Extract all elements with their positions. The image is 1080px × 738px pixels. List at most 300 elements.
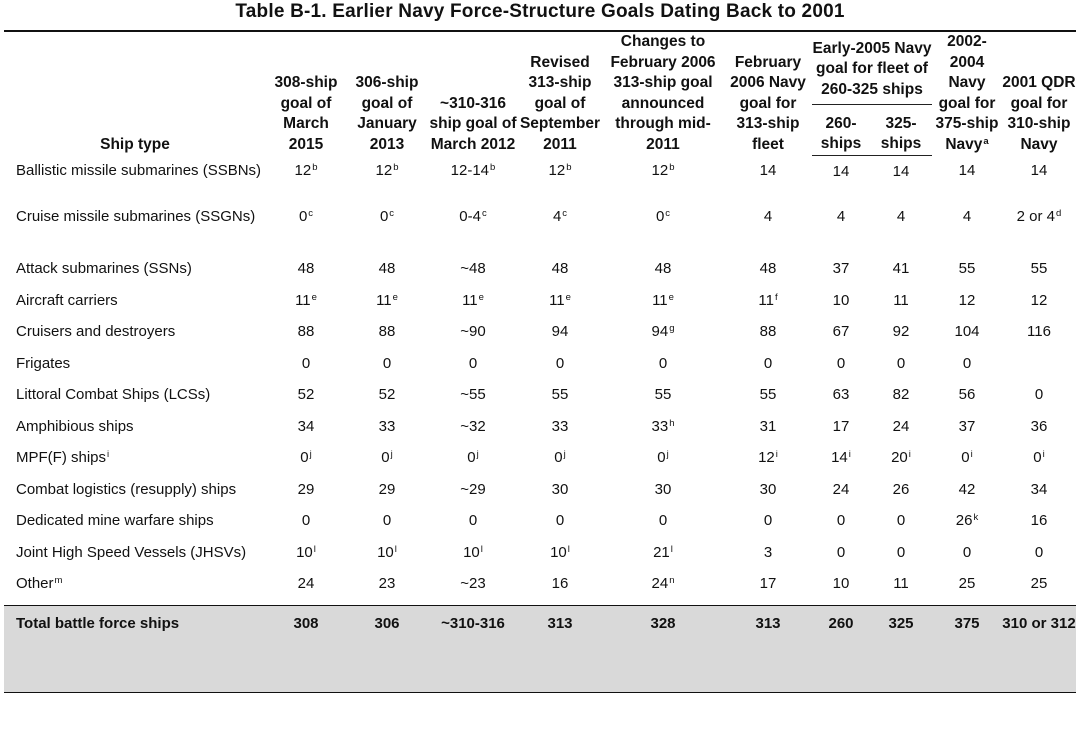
value-cell bbox=[870, 448, 932, 480]
value-cell bbox=[428, 385, 518, 417]
cell-value: 11 bbox=[893, 291, 909, 309]
cell-value: 0 bbox=[836, 354, 846, 372]
value-cell bbox=[812, 543, 870, 575]
cell-value: 11 bbox=[376, 291, 392, 309]
cell-value: 12 bbox=[1030, 291, 1048, 309]
footnote-marker: l bbox=[313, 543, 316, 555]
value-cell bbox=[428, 155, 518, 207]
cell-value: 0 bbox=[382, 512, 392, 529]
cell-value: 55 bbox=[1030, 260, 1048, 277]
cell-value: 0 bbox=[1034, 543, 1044, 561]
cell-value: 0 bbox=[763, 512, 773, 529]
cell-value: 0 bbox=[300, 449, 309, 466]
cell-value: 94 bbox=[651, 323, 669, 340]
value-cell bbox=[428, 354, 518, 386]
table-row bbox=[4, 291, 1076, 323]
value-cell bbox=[518, 574, 602, 606]
footnote-marker: e bbox=[392, 291, 398, 303]
cell-value: 24 bbox=[297, 575, 315, 592]
value-cell bbox=[266, 291, 346, 323]
total-value: 375 bbox=[932, 606, 1002, 693]
cell-value: 0 bbox=[836, 543, 846, 561]
value-cell bbox=[266, 511, 346, 543]
cell-value: 92 bbox=[892, 323, 910, 340]
cell-value: 0 bbox=[1034, 386, 1044, 403]
footnote-marker: l bbox=[670, 543, 673, 555]
cell-value: 25 bbox=[958, 575, 976, 592]
header-2002-2004-goal: 2002-2004 Navy goal for 375-ship Navy$^a$ bbox=[932, 31, 1002, 155]
header-early-2005-goal: Early-2005 Navy goal for fleet of 260-325 ships bbox=[812, 31, 932, 105]
cell-value: 0 bbox=[301, 512, 311, 529]
ship-type-label: Cruisers and destroyers bbox=[16, 323, 176, 340]
value-cell bbox=[932, 207, 1002, 259]
value-cell bbox=[724, 480, 812, 512]
value-cell bbox=[1002, 385, 1076, 417]
ship-type-label: Cruise missile submarines (SSGNs) bbox=[16, 208, 256, 225]
header-325-ships: 325-ships bbox=[870, 105, 932, 155]
cell-value: 10 bbox=[550, 543, 567, 561]
total-value: 308 bbox=[266, 606, 346, 693]
cell-value: 0 bbox=[1033, 449, 1042, 466]
value-cell bbox=[932, 417, 1002, 449]
value-cell bbox=[266, 322, 346, 354]
header-260-ships: 260-ships bbox=[812, 105, 870, 155]
footnote-marker: b bbox=[669, 162, 675, 173]
cell-value: 11 bbox=[549, 291, 565, 309]
value-cell bbox=[812, 417, 870, 449]
value-cell bbox=[346, 259, 428, 291]
cell-value: 48 bbox=[654, 260, 672, 277]
value-cell bbox=[602, 480, 724, 512]
footnote-marker: c bbox=[562, 208, 568, 219]
cell-value: 52 bbox=[378, 386, 396, 403]
value-cell bbox=[812, 259, 870, 291]
total-value: 310 or 312 bbox=[1002, 606, 1076, 693]
value-cell bbox=[1002, 155, 1076, 207]
cell-value: 0 bbox=[763, 354, 773, 372]
footnote-marker: j bbox=[476, 449, 479, 460]
cell-value: 4 bbox=[552, 208, 562, 225]
value-cell bbox=[602, 155, 724, 207]
value-cell bbox=[932, 155, 1002, 207]
cell-value: 29 bbox=[378, 480, 396, 498]
footnote-marker: c bbox=[389, 208, 395, 219]
value-cell bbox=[428, 480, 518, 512]
value-cell bbox=[870, 574, 932, 606]
cell-value: 0 bbox=[554, 449, 563, 466]
value-cell bbox=[812, 207, 870, 259]
cell-value: 67 bbox=[832, 323, 850, 340]
ship-type-cell bbox=[4, 354, 266, 386]
table-title: Table B-1. Earlier Navy Force-Structure Goals Dating Back to 2001 bbox=[235, 1, 845, 22]
value-cell bbox=[870, 385, 932, 417]
value-cell bbox=[724, 511, 812, 543]
total-value: 325 bbox=[870, 606, 932, 693]
value-cell bbox=[932, 511, 1002, 543]
value-cell bbox=[602, 322, 724, 354]
value-cell bbox=[518, 155, 602, 207]
cell-value: 14 bbox=[892, 162, 910, 180]
value-cell bbox=[602, 574, 724, 606]
cell-value: ~32 bbox=[460, 417, 486, 435]
value-cell bbox=[518, 385, 602, 417]
header-changes-2006-goal: Changes to February 2006 313-ship goal announced through mid-2011 bbox=[602, 31, 724, 155]
ship-type-label: Other bbox=[16, 575, 54, 592]
value-cell bbox=[602, 259, 724, 291]
value-cell bbox=[266, 155, 346, 207]
value-cell bbox=[812, 354, 870, 386]
footnote-marker: b bbox=[566, 162, 572, 173]
cell-value: 4 bbox=[896, 208, 906, 225]
value-cell bbox=[724, 354, 812, 386]
cell-value: ~23 bbox=[460, 575, 486, 592]
cell-value: 24 bbox=[892, 417, 910, 435]
value-cell bbox=[518, 543, 602, 575]
cell-value: 0 bbox=[896, 512, 906, 529]
total-value: 313 bbox=[518, 606, 602, 693]
value-cell bbox=[428, 322, 518, 354]
value-cell bbox=[1002, 511, 1076, 543]
cell-value: 55 bbox=[551, 386, 569, 403]
footnote-marker: j bbox=[309, 449, 312, 460]
cell-value: 48 bbox=[759, 260, 777, 277]
value-cell bbox=[346, 448, 428, 480]
ship-type-cell bbox=[4, 511, 266, 543]
cell-value: 55 bbox=[958, 260, 976, 277]
header-308-goal: 308-ship goal of March 2015 bbox=[266, 31, 346, 155]
value-cell bbox=[602, 291, 724, 323]
value-cell bbox=[346, 574, 428, 606]
cell-value: 0 bbox=[555, 512, 565, 529]
total-value: 313 bbox=[724, 606, 812, 693]
footnote-marker: b bbox=[393, 162, 399, 173]
value-cell bbox=[266, 417, 346, 449]
header-2001-qdr-goal: 2001 QDR goal for 310-ship Navy bbox=[1002, 31, 1076, 155]
total-value: 306 bbox=[346, 606, 428, 693]
cell-value: 4 bbox=[763, 208, 773, 225]
value-cell bbox=[812, 322, 870, 354]
value-cell bbox=[1002, 291, 1076, 323]
table-row bbox=[4, 574, 1076, 606]
cell-value: 0 bbox=[658, 512, 668, 529]
footnote-marker: d bbox=[1056, 208, 1062, 219]
value-cell bbox=[932, 574, 1002, 606]
footnote-marker: n bbox=[669, 575, 675, 586]
cell-value: 34 bbox=[297, 417, 315, 435]
cell-value: 88 bbox=[297, 323, 315, 340]
cell-value: 11 bbox=[652, 291, 668, 309]
cell-value: 14 bbox=[831, 449, 848, 466]
value-cell bbox=[518, 291, 602, 323]
table-row bbox=[4, 385, 1076, 417]
cell-value: 10 bbox=[377, 543, 394, 561]
cell-value: 31 bbox=[759, 417, 777, 435]
cell-value: 0 bbox=[467, 449, 476, 466]
cell-value: 12 bbox=[651, 162, 669, 179]
force-structure-table bbox=[4, 30, 1076, 693]
footnote-marker: i bbox=[775, 449, 778, 460]
value-cell bbox=[602, 385, 724, 417]
ship-type-label: MPF(F) ships bbox=[16, 449, 106, 466]
value-cell bbox=[266, 448, 346, 480]
cell-value: 56 bbox=[958, 386, 976, 403]
footnote-marker: b bbox=[312, 162, 318, 173]
table-row bbox=[4, 448, 1076, 480]
value-cell bbox=[932, 291, 1002, 323]
total-value: ~310-316 bbox=[428, 606, 518, 693]
value-cell bbox=[518, 259, 602, 291]
value-cell bbox=[1002, 480, 1076, 512]
cell-value: 41 bbox=[892, 260, 910, 277]
cell-value: 94 bbox=[551, 323, 569, 340]
footnote-marker: e bbox=[478, 291, 484, 303]
footnote-marker: h bbox=[669, 417, 675, 429]
cell-value: 48 bbox=[551, 260, 569, 277]
value-cell bbox=[724, 155, 812, 207]
value-cell bbox=[266, 259, 346, 291]
value-cell bbox=[1002, 417, 1076, 449]
ship-type-cell bbox=[4, 543, 266, 575]
value-cell bbox=[346, 417, 428, 449]
cell-value: 14 bbox=[958, 162, 976, 179]
header-revised-313-goal: Revised 313-ship goal of September 2011 bbox=[518, 31, 602, 155]
cell-value: 0 bbox=[836, 512, 846, 529]
value-cell bbox=[428, 207, 518, 259]
ship-type-label: Littoral Combat Ships (LCSs) bbox=[16, 386, 211, 403]
cell-value: 10 bbox=[832, 291, 850, 309]
cell-value: 16 bbox=[551, 575, 569, 592]
value-cell bbox=[812, 448, 870, 480]
value-cell bbox=[812, 291, 870, 323]
ship-type-label: Frigates bbox=[16, 354, 71, 372]
total-label: Total battle force ships bbox=[4, 606, 266, 693]
value-cell bbox=[1002, 448, 1076, 480]
value-cell bbox=[724, 448, 812, 480]
cell-value: 63 bbox=[832, 386, 850, 403]
ship-type-label: Dedicated mine warfare ships bbox=[16, 512, 214, 529]
cell-value: 11 bbox=[758, 291, 774, 309]
cell-value: 30 bbox=[759, 480, 777, 498]
cell-value: 82 bbox=[892, 386, 910, 403]
footnote-marker: e bbox=[668, 291, 674, 303]
value-cell bbox=[932, 480, 1002, 512]
table-row bbox=[4, 480, 1076, 512]
cell-value: 26 bbox=[892, 480, 910, 498]
cell-value: ~48 bbox=[460, 260, 486, 277]
value-cell bbox=[870, 291, 932, 323]
cell-value: 12 bbox=[548, 162, 566, 179]
cell-value: 3 bbox=[763, 543, 773, 561]
value-cell bbox=[428, 543, 518, 575]
cell-value: 23 bbox=[378, 575, 396, 592]
footnote-marker: f bbox=[774, 291, 778, 303]
ship-type-label: Attack submarines (SSNs) bbox=[16, 260, 192, 277]
cell-value: 12 bbox=[294, 162, 312, 179]
cell-value: 0 bbox=[657, 449, 666, 466]
cell-value: 11 bbox=[893, 575, 909, 592]
value-cell bbox=[346, 480, 428, 512]
value-cell bbox=[870, 354, 932, 386]
ship-type-cell bbox=[4, 291, 266, 323]
cell-value: 48 bbox=[297, 260, 315, 277]
ship-type-label: Combat logistics (resupply) ships bbox=[16, 480, 237, 498]
ship-type-cell bbox=[4, 259, 266, 291]
table-row bbox=[4, 543, 1076, 575]
header-310-316-goal: ~310-316 ship goal of March 2012 bbox=[428, 31, 518, 155]
value-cell bbox=[932, 448, 1002, 480]
value-cell bbox=[724, 259, 812, 291]
cell-value: ~90 bbox=[460, 323, 486, 340]
value-cell bbox=[346, 354, 428, 386]
cell-value: 26 bbox=[955, 512, 973, 529]
cell-value: 4 bbox=[836, 208, 846, 225]
footnote-marker: i bbox=[848, 449, 851, 460]
cell-value: 33 bbox=[551, 417, 569, 435]
footnote-marker: l bbox=[394, 543, 397, 555]
cell-value: 0 bbox=[961, 449, 970, 466]
ship-type-cell bbox=[4, 417, 266, 449]
ship-type-label: Joint High Speed Vessels (JHSVs) bbox=[16, 543, 247, 561]
value-cell bbox=[266, 207, 346, 259]
footnote-marker: a bbox=[983, 135, 989, 147]
value-cell bbox=[932, 322, 1002, 354]
ship-type-cell bbox=[4, 574, 266, 606]
value-cell bbox=[812, 574, 870, 606]
value-cell bbox=[724, 207, 812, 259]
value-cell bbox=[724, 385, 812, 417]
value-cell bbox=[724, 417, 812, 449]
footnote-marker: m bbox=[54, 575, 63, 586]
value-cell bbox=[518, 511, 602, 543]
value-cell bbox=[870, 511, 932, 543]
cell-value: 16 bbox=[1030, 512, 1048, 529]
cell-value: 116 bbox=[1027, 323, 1051, 340]
cell-value: 34 bbox=[1030, 480, 1048, 498]
cell-value: 0 bbox=[301, 354, 311, 372]
value-cell bbox=[724, 291, 812, 323]
value-cell bbox=[266, 480, 346, 512]
cell-value: 0 bbox=[555, 354, 565, 372]
footnote-marker: j bbox=[666, 449, 669, 460]
ship-type-cell bbox=[4, 448, 266, 480]
value-cell bbox=[428, 291, 518, 323]
value-cell bbox=[812, 385, 870, 417]
cell-value: 104 bbox=[954, 323, 980, 340]
footnote-marker: l bbox=[480, 543, 483, 555]
cell-value: 0 bbox=[468, 512, 478, 529]
footnote-marker: c bbox=[481, 208, 487, 219]
cell-value: 24 bbox=[651, 575, 669, 592]
cell-value: 88 bbox=[759, 323, 777, 340]
cell-value: 0 bbox=[382, 354, 392, 372]
value-cell bbox=[1002, 207, 1076, 259]
value-cell bbox=[346, 543, 428, 575]
cell-value: 17 bbox=[759, 575, 777, 592]
value-cell bbox=[870, 155, 932, 207]
cell-value: 36 bbox=[1030, 417, 1048, 435]
cell-value: 17 bbox=[832, 417, 850, 435]
value-cell bbox=[870, 322, 932, 354]
cell-value: 52 bbox=[297, 386, 315, 403]
cell-value: 88 bbox=[378, 323, 396, 340]
footnote-marker: b bbox=[490, 162, 496, 173]
ship-type-cell bbox=[4, 322, 266, 354]
footnote-marker: g bbox=[669, 323, 675, 334]
cell-value: ~29 bbox=[460, 480, 486, 498]
cell-value: 0 bbox=[468, 354, 478, 372]
value-cell bbox=[518, 207, 602, 259]
value-cell bbox=[266, 354, 346, 386]
value-cell bbox=[266, 385, 346, 417]
header-306-goal: 306-ship goal of January 2013 bbox=[346, 31, 428, 155]
value-cell bbox=[870, 259, 932, 291]
value-cell bbox=[812, 511, 870, 543]
cell-value: 2 or 4 bbox=[1016, 208, 1056, 225]
value-cell bbox=[602, 543, 724, 575]
value-cell bbox=[1002, 574, 1076, 606]
cell-value: 0 bbox=[379, 208, 389, 225]
total-value: 328 bbox=[602, 606, 724, 693]
cell-value: 12 bbox=[758, 449, 775, 466]
cell-value: 14 bbox=[1030, 162, 1048, 179]
value-cell bbox=[602, 354, 724, 386]
value-cell bbox=[932, 543, 1002, 575]
ship-type-cell bbox=[4, 207, 266, 259]
cell-value: 0 bbox=[381, 449, 390, 466]
value-cell bbox=[602, 207, 724, 259]
value-cell bbox=[932, 385, 1002, 417]
value-cell bbox=[1002, 543, 1076, 575]
value-cell bbox=[812, 480, 870, 512]
value-cell bbox=[1002, 322, 1076, 354]
value-cell bbox=[428, 574, 518, 606]
table-row bbox=[4, 417, 1076, 449]
cell-value: 37 bbox=[832, 260, 850, 277]
table-row bbox=[4, 354, 1076, 386]
ship-type-cell bbox=[4, 385, 266, 417]
cell-value: 21 bbox=[653, 543, 670, 561]
value-cell bbox=[346, 511, 428, 543]
value-cell bbox=[346, 291, 428, 323]
value-cell bbox=[266, 574, 346, 606]
cell-value: 14 bbox=[832, 162, 850, 180]
value-cell bbox=[602, 448, 724, 480]
cell-value: 30 bbox=[654, 480, 672, 498]
value-cell bbox=[346, 385, 428, 417]
footnote-marker: i bbox=[970, 449, 973, 460]
footnote-marker: j bbox=[563, 449, 566, 460]
cell-value: 25 bbox=[1030, 575, 1048, 592]
value-cell bbox=[428, 259, 518, 291]
cell-value: 33 bbox=[378, 417, 396, 435]
cell-value: 0 bbox=[962, 543, 972, 561]
footnote-marker: l bbox=[567, 543, 570, 555]
cell-value: 37 bbox=[958, 417, 976, 435]
value-cell bbox=[932, 354, 1002, 386]
ship-type-label: Aircraft carriers bbox=[16, 291, 118, 309]
cell-value: 0 bbox=[658, 354, 668, 372]
value-cell bbox=[724, 543, 812, 575]
cell-value: 42 bbox=[958, 480, 976, 498]
footnote-marker: e bbox=[565, 291, 571, 303]
value-cell bbox=[870, 543, 932, 575]
cell-value: 12-14 bbox=[450, 162, 490, 179]
cell-value: 20 bbox=[891, 449, 908, 466]
table-row bbox=[4, 511, 1076, 543]
cell-value: 4 bbox=[962, 208, 972, 225]
ship-type-cell bbox=[4, 155, 266, 207]
header-feb-2006-goal: February 2006 Navy goal for 313-ship fleet bbox=[724, 31, 812, 155]
